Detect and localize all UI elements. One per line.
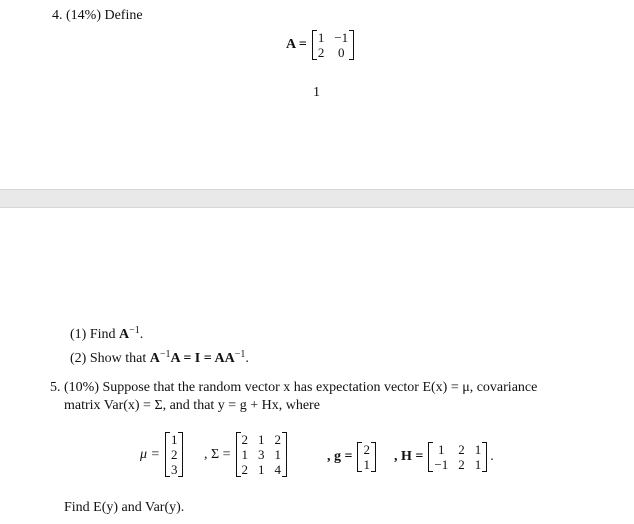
matrix-cell: 3 [258,447,265,462]
matrix-h-grid [434,442,481,472]
matrix-cell: 2 [363,442,370,457]
matrix-cell: 1 [317,30,325,45]
matrix-h [394,442,494,472]
question-5-line-1: 5. (10%) Suppose that the random vector x has expectation vector E(x) = μ, covariance [50,380,538,395]
final-line: Find E(y) and Var(y). [64,500,185,515]
matrix-cell: 4 [274,462,282,477]
matrix-cell: 1 [274,447,282,462]
matrix-cell: 1 [258,462,265,477]
part-2-exponent-2: −1 [234,349,246,360]
vector-g [327,442,376,472]
question-5-line-2: matrix Var(x) = Σ, and that y = g + Hx, where [64,398,320,413]
matrix-h-bracket [428,442,487,472]
matrix-cell: 2 [458,442,465,457]
page-number: 1 [313,85,320,100]
matrix-cell: −1 [434,457,449,472]
page-one [0,0,634,189]
matrix-a [286,30,354,60]
matrix-sigma-label: , Σ = [204,446,231,462]
part-2-end: . [245,351,249,366]
vector-mu-label: μ = [140,446,160,462]
matrix-a-bracket [312,30,354,60]
matrix-cell: 1 [438,442,445,457]
part-2-exponent-1: −1 [159,349,171,360]
page-separator [0,189,634,208]
part-2-middle: A = I = AA [170,351,235,366]
matrix-h-label: , H = [394,449,424,464]
matrix-sigma-grid [242,432,282,477]
part-2-prefix: (2) Show that [70,351,147,366]
matrix-cell: 1 [170,432,178,447]
matrix-cell: 2 [241,432,249,447]
page-two [0,208,634,524]
matrix-cell: 1 [241,447,249,462]
part-1-exponent: −1 [129,325,140,336]
part-1-matrix: A [119,327,130,342]
part-1-end: . [139,327,144,342]
matrix-cell: −1 [334,30,349,45]
matrix-cell: 2 [274,432,282,447]
matrix-cell: 2 [241,462,249,477]
matrix-cell: 2 [317,45,325,60]
vector-mu [140,432,183,477]
matrix-cell: 2 [170,447,178,462]
question-4-heading: 4. (14%) Define [52,8,143,23]
vector-mu-grid [171,432,178,477]
part-2-matrix-a: A [149,351,160,366]
matrix-a-grid [318,30,348,60]
vector-g-label: , g = [327,449,353,464]
part-1-prefix: (1) Find [70,327,116,342]
matrix-cell: 1 [258,432,265,447]
vector-mu-bracket [165,432,184,477]
matrix-sigma-bracket [236,432,288,477]
matrix-cell: 0 [338,45,345,60]
matrix-cell: 2 [458,457,465,472]
matrix-cell: 3 [170,462,178,477]
matrix-cell: 1 [474,457,482,472]
matrix-cell: 1 [363,457,370,472]
end-period: . [490,449,494,464]
vector-g-bracket [357,442,376,472]
matrix-cell: 1 [474,442,482,457]
matrix-sigma [204,432,287,477]
part-1-text [70,325,143,343]
matrix-a-label: A = [286,37,307,52]
part-2-text [70,349,249,367]
vector-g-grid [363,442,370,472]
